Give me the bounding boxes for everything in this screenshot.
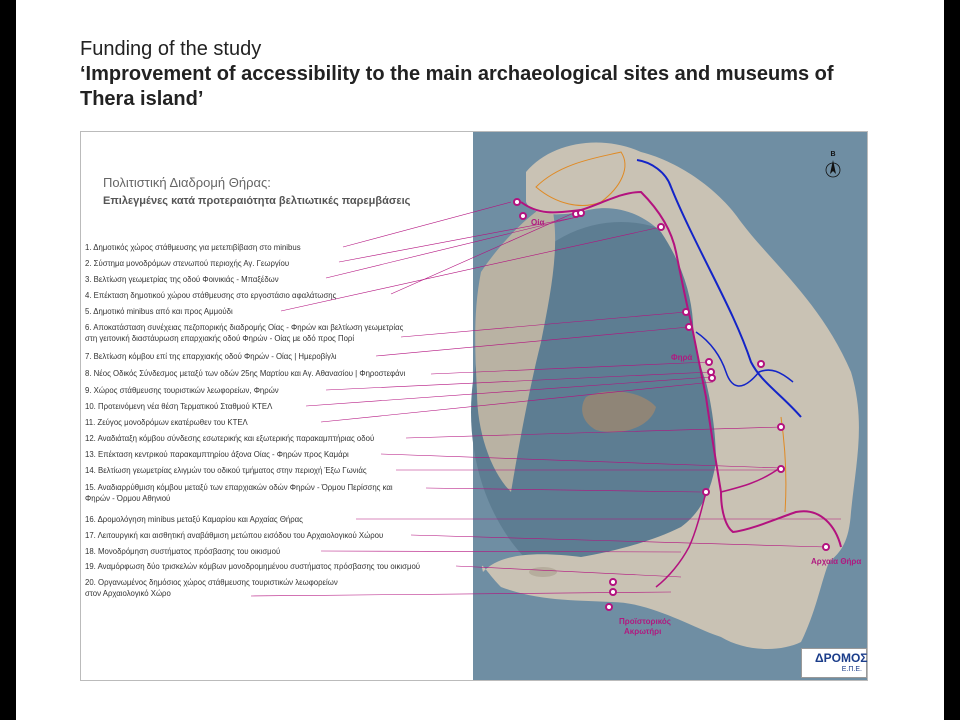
- legend-item: στη γειτονική διαστάυρωση επαρχιακής οδού Φηρών - Οίας με οδό προς Πορί: [85, 334, 355, 343]
- slide-title-line2: ‘Improvement of accessibility to the main archaeological sites and museums of Thera island’: [80, 63, 834, 110]
- legend-item: 6. Αποκατάσταση συνέχειας πεζοπορικής διαδρομής Οίας - Φηρών και βελτίωση γεωμετρίας: [85, 323, 404, 332]
- legend-subtitle: Επιλεγμένες κατά προτεραιότητα βελτιωτικές παρεμβάσεις: [103, 195, 411, 207]
- poi-circle-icon[interactable]: [610, 579, 616, 585]
- legend-item: 17. Λειτουργική και αισθητική αναβάθμιση μετώπου εισόδου του Αρχαιολογικού Χώρου: [85, 531, 384, 540]
- legend-item: 20. Οργανωμένος δημόσιος χώρος στάθμευσης τουριστικών λεωφορείων: [85, 578, 338, 587]
- legend-item: 15. Αναδιαρρύθμιση κόμβου μεταξύ των επαρχιακών οδών Φηρών - Όρμου Περίσσης και: [85, 483, 393, 492]
- legend-item: στον Αρχαιολογικό Χώρο: [85, 589, 171, 598]
- poi-circle-icon[interactable]: [778, 424, 784, 430]
- poi-circle-icon[interactable]: [758, 361, 764, 367]
- poi-circle-icon[interactable]: [709, 375, 715, 381]
- place-label-fira: Φηρά: [671, 353, 693, 362]
- map-panel: [80, 131, 868, 681]
- legend-item: 12. Αναδιάταξη κόμβου σύνδεσης εσωτερικής και εξωτερικής παρακαμπτήριας οδού: [85, 434, 375, 443]
- legend-item: 11. Ζεύγος μονοδρόμων εκατέρωθεν του ΚΤΕΛ: [85, 418, 248, 427]
- poi-circle-icon[interactable]: [514, 199, 520, 205]
- legend-item: 4. Επέκταση δημοτικού χώρου στάθμευσης στο εργοστάσιο αφαλάτωσης: [85, 291, 337, 300]
- legend-item: 9. Χώρος στάθμευσης τουριστικών λεωφορείων, Φηρών: [85, 386, 279, 395]
- legend-title: Πολιτιστική Διαδρομή Θήρας:: [103, 175, 271, 190]
- logo-subtext: Ε.Π.Ε.: [841, 666, 862, 673]
- logo-text: ΔΡΟΜΟΣ: [815, 651, 868, 665]
- legend-item: 7. Βελτίωση κόμβου επί της επαρχιακής οδού Φηρών - Οίας | Ημεροβίγλι: [85, 352, 337, 361]
- poi-circle-icon[interactable]: [778, 466, 784, 472]
- legend-item: 3. Βελτίωση γεωμετρίας της οδού Φοινικιάς - Μπαξέδων: [85, 275, 279, 284]
- slide: [16, 0, 944, 720]
- poi-circle-icon[interactable]: [578, 210, 584, 216]
- legend-item: Φηρών - Όρμου Αθηνιού: [85, 494, 171, 503]
- legend-item: 8. Νέος Οδικός Σύνδεσμος μεταξύ των οδών 25ης Μαρτίου και Αγ. Αθανασίου | Φηροστεφάνι: [85, 369, 406, 378]
- poi-circle-icon[interactable]: [686, 324, 692, 330]
- poi-circle-icon[interactable]: [520, 213, 526, 219]
- aspronisi-island: [529, 567, 557, 577]
- legend-item: 13. Επέκταση κεντρικού παρακαμπτηρίου άξονα Οίας - Φηρών προς Καμάρι: [85, 450, 349, 459]
- legend-item: 5. Δημοτικό minibus από και προς Αμμούδι: [85, 307, 233, 316]
- poi-circle-icon[interactable]: [703, 489, 709, 495]
- legend-item: 2. Σύστημα μονοδρόμων στενωπού περιοχής Αγ. Γεωργίου: [85, 259, 290, 268]
- poi-circle-icon[interactable]: [606, 604, 612, 610]
- place-label-oia: Οία: [531, 218, 545, 227]
- legend-item: 10. Προτεινόμενη νέα θέση Τερματικού Σταθμού ΚΤΕΛ: [85, 402, 273, 411]
- legend-item: 18. Μονοδρόμηση συστήματος πρόσβασης του οικισμού: [85, 547, 281, 556]
- poi-circle-icon[interactable]: [706, 359, 712, 365]
- place-label-akrotiri-1: Προϊστορικός: [619, 617, 671, 626]
- slide-title-line1: Funding of the study: [80, 38, 262, 60]
- legend-item: 19. Αναμόρφωση δύο τρισκελών κόμβων μονοδρομημένου συστήματος πρόσβασης του οικισμού: [85, 562, 421, 571]
- legend-item: 16. Δρομολόγηση minibus μεταξύ Καμαρίου και Αρχαίας Θήρας: [85, 515, 303, 524]
- legend-item: 1. Δημοτικός χώρος στάθμευσης για μετεπιβίβαση στο minibus: [85, 243, 301, 252]
- place-label-ancient-thera: Αρχαία Θήρα: [811, 557, 862, 566]
- legend-item: 14. Βελτίωση γεωμετρίας ελιγμών του οδικού τμήματος στην περιοχή Έξω Γωνιάς: [85, 466, 367, 475]
- place-label-akrotiri-2: Ακρωτήρι: [624, 627, 662, 636]
- compass-label: B: [830, 151, 836, 158]
- poi-circle-icon[interactable]: [683, 309, 689, 315]
- poi-circle-icon[interactable]: [610, 589, 616, 595]
- poi-circle-icon[interactable]: [823, 544, 829, 550]
- poi-circle-icon[interactable]: [708, 369, 714, 375]
- dromos-logo: [801, 648, 867, 678]
- poi-circle-icon[interactable]: [658, 224, 664, 230]
